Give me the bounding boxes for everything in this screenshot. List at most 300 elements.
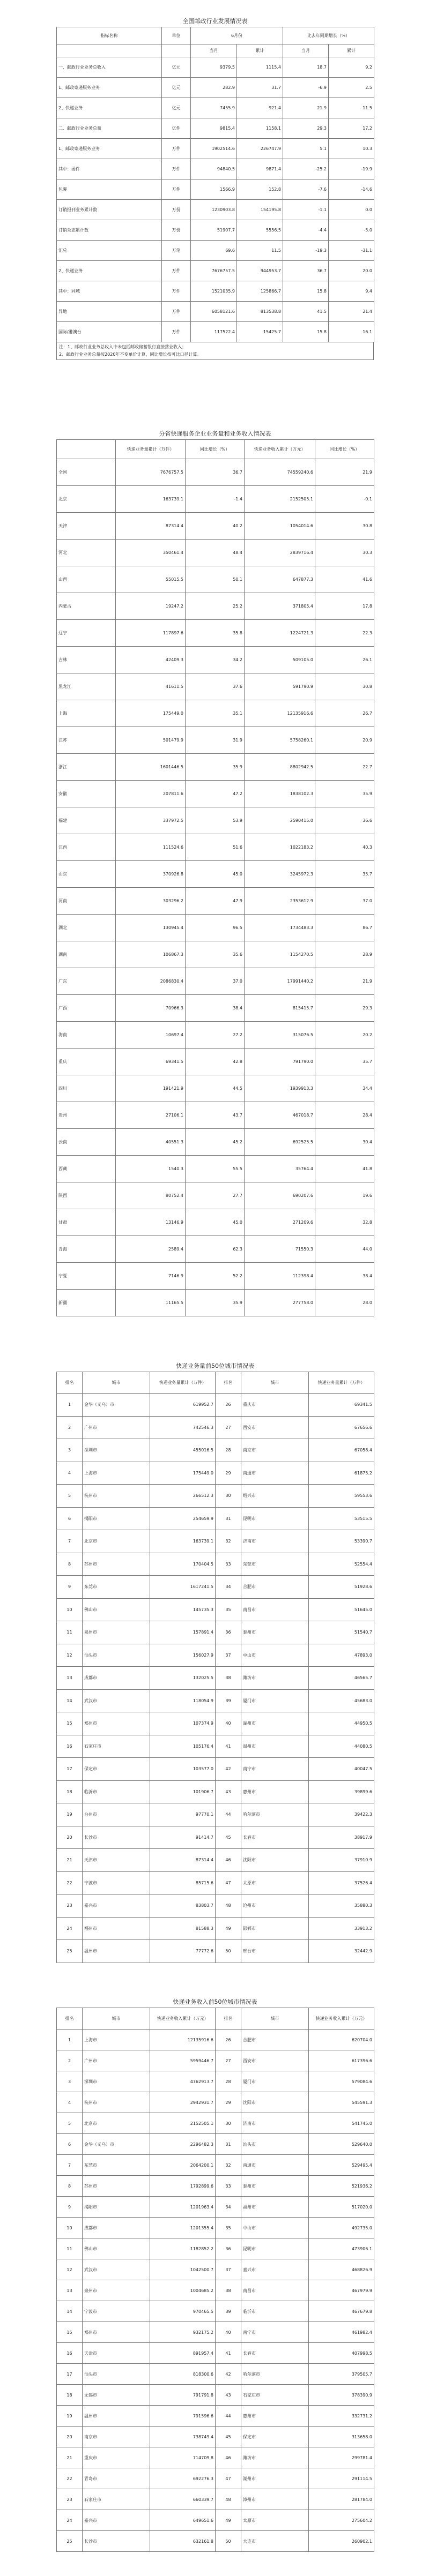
- table-row: [57, 1462, 374, 1485]
- table-cell: 22: [57, 2468, 83, 2489]
- table-cell: 温州市: [241, 1735, 309, 1758]
- table-cell: 19.6: [315, 1182, 374, 1209]
- table-cell: 太原市: [241, 2510, 309, 2531]
- table-cell: 南京市: [241, 1439, 309, 1462]
- table-cell: 5556.5: [237, 220, 283, 241]
- table-cell: 37910.9: [309, 1849, 374, 1872]
- table-cell: 38: [216, 2280, 241, 2301]
- table-row: [57, 2238, 374, 2259]
- table-row: [57, 861, 374, 888]
- table-cell: 41611.5: [116, 673, 186, 700]
- header-cell: 快递业务收入累计（万元）: [245, 440, 315, 459]
- city-revenue-table: [56, 2008, 374, 2552]
- table-cell: 石家庄市: [241, 2385, 309, 2406]
- table-cell: -1.4: [186, 486, 245, 513]
- table-cell: 103577.0: [150, 1758, 216, 1781]
- table-row: [57, 118, 374, 139]
- table-cell: 468826.9: [309, 2259, 374, 2280]
- table-cell: 长沙市: [83, 2531, 150, 2552]
- table-cell: 重庆市: [241, 1394, 309, 1417]
- table-cell: 50: [216, 1940, 241, 1963]
- table-cell: 492735.0: [309, 2218, 374, 2238]
- table-cell: 461982.4: [309, 2322, 374, 2343]
- section-postal-overview: [56, 16, 374, 360]
- table-cell: 83803.7: [150, 1894, 216, 1918]
- table-cell: 690207.6: [245, 1182, 315, 1209]
- table-cell: 20.0: [329, 261, 374, 281]
- table-cell: 12135916.6: [245, 700, 315, 727]
- header-cell: 排名: [57, 2008, 83, 2030]
- table-cell: 1、邮政寄递服务业务: [57, 139, 162, 159]
- header-cell: 当月: [191, 44, 237, 57]
- table-cell: 891957.4: [150, 2343, 216, 2364]
- table-row: [57, 2071, 374, 2092]
- table-cell: 9815.4: [191, 118, 237, 139]
- table-cell: 1115.4: [237, 57, 283, 78]
- table-cell: 37: [216, 1644, 241, 1667]
- table-cell: 22: [57, 1871, 83, 1894]
- table-cell: 260902.1: [309, 2531, 374, 2552]
- table-cell: -19.3: [283, 241, 329, 261]
- section-title: 分省快递服务企业业务量和业务收入情况表: [159, 430, 271, 437]
- table-cell: 万件: [162, 281, 191, 302]
- table-cell: 南宁市: [241, 2322, 309, 2343]
- table-row: [57, 995, 374, 1022]
- table-cell: 41: [216, 1735, 241, 1758]
- table-row: [57, 2385, 374, 2406]
- table-cell: 52554.4: [309, 1553, 374, 1576]
- table-cell: 9: [57, 1576, 83, 1599]
- table-row: [57, 1236, 374, 1263]
- table-cell: 青岛市: [83, 2468, 150, 2489]
- table-cell: 西安市: [241, 1416, 309, 1439]
- table-cell: 501479.9: [116, 727, 186, 754]
- table-cell: 广西: [57, 995, 116, 1022]
- table-cell: 47893.0: [309, 1644, 374, 1667]
- table-cell: 617396.6: [309, 2050, 374, 2071]
- table-cell: 35.9: [186, 754, 245, 781]
- table-cell: 太原市: [241, 1871, 309, 1894]
- table-cell: 509105.0: [245, 647, 315, 673]
- table-row: [57, 781, 374, 807]
- table-cell: 天津: [57, 513, 116, 540]
- header-cell: 快递业务量累计（万件）: [116, 440, 186, 459]
- table-row: [57, 1826, 374, 1849]
- table-cell: 35.9: [186, 1290, 245, 1316]
- table-cell: 2152505.1: [245, 486, 315, 513]
- table-cell: 江苏: [57, 727, 116, 754]
- table-cell: 632161.8: [150, 2531, 216, 2552]
- table-row: [57, 1075, 374, 1102]
- table-cell: 保定市: [83, 1758, 150, 1781]
- table-cell: 广州市: [83, 1416, 150, 1439]
- table-cell: 2942931.7: [150, 2092, 216, 2113]
- header-cell: 单位: [162, 27, 191, 44]
- table-row: [57, 1894, 374, 1918]
- table-cell: 105176.4: [150, 1735, 216, 1758]
- table-row: [57, 727, 374, 754]
- table-row: [57, 2197, 374, 2218]
- table-cell: 漳州市: [241, 2489, 309, 2510]
- table-cell: 25: [57, 1940, 83, 1963]
- table-cell: 南京市: [83, 2427, 150, 2447]
- table-cell: 云南: [57, 1129, 116, 1156]
- table-cell: 44080.5: [309, 1735, 374, 1758]
- table-cell: 无锡市: [83, 2385, 150, 2406]
- table-cell: 北京市: [83, 2113, 150, 2134]
- table-row: [57, 1780, 374, 1803]
- province-table: [56, 439, 374, 1316]
- table-cell: 2353612.9: [245, 888, 315, 915]
- table-cell: 武汉市: [83, 1689, 150, 1712]
- table-cell: 26.7: [315, 700, 374, 727]
- table-cell: 30: [216, 2113, 241, 2134]
- table-cell: 156027.9: [150, 1644, 216, 1667]
- table-cell: 嘉兴市: [241, 2259, 309, 2280]
- table-cell: 130945.4: [116, 915, 186, 941]
- table-cell: 1: [57, 1394, 83, 1417]
- table-cell: 4762913.7: [150, 2071, 216, 2092]
- table-cell: 上海: [57, 700, 116, 727]
- table-cell: 738749.4: [150, 2427, 216, 2447]
- table-cell: 亿元: [162, 78, 191, 98]
- table-cell: 315076.5: [245, 1022, 315, 1049]
- table-cell: 1042500.7: [150, 2259, 216, 2280]
- table-row: [57, 1940, 374, 1963]
- table-cell: 1838102.3: [245, 781, 315, 807]
- table-cell: 万件: [162, 302, 191, 322]
- table-cell: 87314.4: [116, 513, 186, 540]
- table-row: [57, 1598, 374, 1621]
- table-cell: 921.4: [237, 98, 283, 118]
- table-cell: 51645.0: [309, 1598, 374, 1621]
- table-cell: 10: [57, 1598, 83, 1621]
- table-cell: 620704.0: [309, 2030, 374, 2050]
- table-cell: 8: [57, 1553, 83, 1576]
- table-row: [57, 220, 374, 241]
- table-row: [57, 941, 374, 968]
- table-cell: 35.6: [186, 941, 245, 968]
- table-cell: 重庆市: [83, 2447, 150, 2468]
- table-row: [57, 1712, 374, 1735]
- table-row: [57, 1621, 374, 1644]
- header-cell: 当月: [283, 44, 329, 57]
- table-cell: 303296.2: [116, 888, 186, 915]
- table-cell: 亿元: [162, 57, 191, 78]
- table-row: [57, 566, 374, 593]
- table-cell: 20.2: [315, 1022, 374, 1049]
- table-cell: 邢台市: [241, 1940, 309, 1963]
- table-cell: 保定市: [241, 2427, 309, 2447]
- table-cell: 15.8: [283, 281, 329, 302]
- table-row: [57, 1530, 374, 1553]
- header-cell: 城市: [241, 2008, 309, 2030]
- table-cell: 南宁市: [241, 1758, 309, 1781]
- table-cell: 207811.6: [116, 781, 186, 807]
- table-cell: 2296482.3: [150, 2134, 216, 2155]
- table-cell: 汕头市: [83, 2364, 150, 2385]
- table-row: [57, 2343, 374, 2364]
- table-cell: 163739.1: [150, 1530, 216, 1553]
- table-cell: 湖州市: [241, 1712, 309, 1735]
- table-cell: 35.7: [315, 1049, 374, 1075]
- table-cell: 74559240.6: [245, 459, 315, 486]
- table-cell: 32: [216, 2155, 241, 2176]
- table-cell: 12: [57, 1644, 83, 1667]
- table-cell: 35.1: [186, 700, 245, 727]
- table-cell: 30: [216, 1485, 241, 1508]
- table-cell: 2086830.4: [116, 968, 186, 995]
- table-row: [57, 673, 374, 700]
- table-cell: 1540.3: [116, 1156, 186, 1182]
- table-cell: 沈阳市: [241, 2092, 309, 2113]
- table-header-row: [57, 1372, 374, 1394]
- table-cell: 四川: [57, 1075, 116, 1102]
- table-cell: 29.3: [283, 118, 329, 139]
- table-cell: 济南市: [241, 1530, 309, 1553]
- header-cell: 快递业务收入累计（万元）: [150, 2008, 216, 2030]
- table-cell: 35764.4: [245, 1156, 315, 1182]
- table-cell: 86.7: [315, 915, 374, 941]
- table-row: [57, 888, 374, 915]
- table-cell: 27: [216, 2050, 241, 2071]
- table-cell: 万件: [162, 139, 191, 159]
- table-cell: 揭阳市: [83, 1507, 150, 1530]
- table-cell: 55015.5: [116, 566, 186, 593]
- table-cell: 28.4: [315, 1102, 374, 1129]
- table-cell: 11.5: [237, 241, 283, 261]
- section-title: 快递业务量前50位城市情况表: [176, 1362, 254, 1369]
- section-city-volume: [56, 1361, 374, 1963]
- table-cell: 1224721.3: [245, 620, 315, 647]
- table-cell: 7146.9: [116, 1263, 186, 1290]
- table-cell: 42: [216, 2364, 241, 2385]
- table-cell: 1521035.9: [191, 281, 237, 302]
- table-cell: 30.3: [315, 540, 374, 566]
- table-cell: 467018.7: [245, 1102, 315, 1129]
- table-cell: 791791.8: [150, 2385, 216, 2406]
- table-row: [57, 1917, 374, 1940]
- table-cell: 39: [216, 1689, 241, 1712]
- table-cell: 379505.7: [309, 2364, 374, 2385]
- table-cell: 1201355.4: [150, 2218, 216, 2238]
- table-cell: -6.9: [283, 78, 329, 98]
- table-cell: 福建: [57, 807, 116, 834]
- section-city-revenue: [56, 1997, 374, 2552]
- table-cell: 长沙市: [83, 1826, 150, 1849]
- table-cell: 1182852.2: [150, 2238, 216, 2259]
- table-cell: 合肥市: [241, 1576, 309, 1599]
- table-cell: 378390.9: [309, 2385, 374, 2406]
- table-cell: 4: [57, 1462, 83, 1485]
- table-cell: 157891.4: [150, 1621, 216, 1644]
- table-cell: 692276.3: [150, 2468, 216, 2489]
- table-row: [57, 1394, 374, 1417]
- table-cell: 13146.9: [116, 1209, 186, 1236]
- table-cell: 27: [216, 1416, 241, 1439]
- table-cell: 154195.8: [237, 200, 283, 220]
- table-cell: 59553.6: [309, 1485, 374, 1508]
- table-cell: 48: [216, 1894, 241, 1918]
- header-cell: [57, 44, 162, 57]
- table-cell: 69.6: [191, 241, 237, 261]
- table-cell: 132025.5: [150, 1667, 216, 1690]
- table-cell: 万件: [162, 179, 191, 200]
- table-row: [57, 1263, 374, 1290]
- table-cell: -25.2: [283, 159, 329, 179]
- table-row: [57, 620, 374, 647]
- table-cell: 117897.6: [116, 620, 186, 647]
- table-cell: 深圳市: [83, 2071, 150, 2092]
- table-cell: 天津市: [83, 2343, 150, 2364]
- table-row: [57, 159, 374, 179]
- table-cell: 西安市: [241, 2050, 309, 2071]
- table-row: [57, 1507, 374, 1530]
- table-cell: 汇兑: [57, 241, 162, 261]
- table-cell: 1792899.6: [150, 2176, 216, 2197]
- table-cell: 绍兴市: [241, 1485, 309, 1508]
- table-cell: 94840.5: [191, 159, 237, 179]
- table-cell: 467679.8: [309, 2301, 374, 2322]
- table-cell: 1158.1: [237, 118, 283, 139]
- table-cell: -0.1: [315, 486, 374, 513]
- table-cell: 42409.3: [116, 647, 186, 673]
- header-cell: 比去年同期增长（%）: [283, 27, 374, 44]
- postal-overview-table: [56, 27, 374, 342]
- table-cell: 成都市: [83, 2218, 150, 2238]
- table-cell: 48: [216, 2489, 241, 2510]
- table-cell: 石家庄市: [83, 1735, 150, 1758]
- note-line: 2、邮政行业业务总量按2020年不变单价计算，同比增长按可比口径计算。: [59, 352, 202, 357]
- section-title: 全国邮政行业发展情况表: [182, 18, 248, 25]
- table-cell: 31.7: [237, 78, 283, 98]
- table-cell: 37: [216, 2259, 241, 2280]
- table-cell: -1.1: [283, 200, 329, 220]
- table-cell: 贵州: [57, 1102, 116, 1129]
- table-cell: 16.1: [329, 322, 374, 342]
- table-cell: 35: [216, 1598, 241, 1621]
- table-row: [57, 2134, 374, 2155]
- table-row: [57, 2468, 374, 2489]
- table-cell: 苏州市: [83, 1553, 150, 1576]
- table-cell: 广东: [57, 968, 116, 995]
- table-cell: 东莞市: [83, 2155, 150, 2176]
- table-cell: 临沂市: [241, 2301, 309, 2322]
- table-row: [57, 2030, 374, 2050]
- table-row: [57, 1689, 374, 1712]
- table-cell: 742546.3: [150, 1416, 216, 1439]
- table-cell: 34.4: [315, 1075, 374, 1102]
- table-cell: 沈阳市: [241, 1849, 309, 1872]
- table-cell: 3: [57, 2071, 83, 2092]
- table-cell: 异地: [57, 302, 162, 322]
- table-cell: 1154270.5: [245, 941, 315, 968]
- table-cell: 12135916.6: [150, 2030, 216, 2050]
- table-cell: 黑龙江: [57, 673, 116, 700]
- table-header-row: [57, 2008, 374, 2030]
- table-cell: 24: [57, 1917, 83, 1940]
- table-cell: 7676757.5: [116, 459, 186, 486]
- table-cell: 45: [216, 2427, 241, 2447]
- table-cell: 重庆: [57, 1049, 116, 1075]
- table-cell: 嘉兴市: [83, 2510, 150, 2531]
- table-cell: 山东: [57, 861, 116, 888]
- table-row: [57, 915, 374, 941]
- table-cell: 25.2: [186, 593, 245, 620]
- table-cell: 14: [57, 1689, 83, 1712]
- table-cell: 31.9: [186, 727, 245, 754]
- table-cell: 11: [57, 2238, 83, 2259]
- table-cell: 佛山市: [83, 2238, 150, 2259]
- note-line: 注：1、邮政行业业务总收入中未包括邮政储蓄银行直接营业收入；: [59, 345, 187, 349]
- table-row: [57, 1576, 374, 1599]
- table-cell: -5.0: [329, 220, 374, 241]
- table-cell: 北京: [57, 486, 116, 513]
- table-cell: 16: [57, 2343, 83, 2364]
- table-cell: 9.4: [329, 281, 374, 302]
- table-cell: 455016.5: [150, 1439, 216, 1462]
- table-cell: 成都市: [83, 1667, 150, 1690]
- table-cell: 77772.6: [150, 1940, 216, 1963]
- table-row: [57, 1209, 374, 1236]
- section-title: 快递业务收入前50位城市情况表: [173, 1998, 257, 2005]
- table-cell: 34.2: [186, 647, 245, 673]
- table-cell: 32.8: [315, 1209, 374, 1236]
- table-cell: 1022183.2: [245, 834, 315, 861]
- table-cell: 541745.0: [309, 2113, 374, 2134]
- table-cell: 3245972.3: [245, 861, 315, 888]
- table-cell: 791596.6: [150, 2406, 216, 2427]
- table-cell: 42.8: [186, 1049, 245, 1075]
- table-cell: 81588.3: [150, 1917, 216, 1940]
- table-cell: 36.7: [186, 459, 245, 486]
- table-cell: 天津市: [83, 1849, 150, 1872]
- table-cell: 上海市: [83, 2030, 150, 2050]
- table-cell: 海南: [57, 1022, 116, 1049]
- table-subheader-row: [57, 44, 374, 57]
- table-cell: 191421.9: [116, 1075, 186, 1102]
- table-cell: 170404.5: [150, 1553, 216, 1576]
- table-cell: 泰州市: [241, 1621, 309, 1644]
- table-cell: 40.3: [315, 834, 374, 861]
- table-cell: 27106.1: [116, 1102, 186, 1129]
- table-row: [57, 1871, 374, 1894]
- table-cell: 91414.7: [150, 1826, 216, 1849]
- table-row: [57, 2113, 374, 2134]
- table-cell: 791790.0: [245, 1049, 315, 1075]
- table-cell: 亿件: [162, 118, 191, 139]
- table-row: [57, 1644, 374, 1667]
- table-row: [57, 2176, 374, 2197]
- table-cell: 112398.4: [245, 1263, 315, 1290]
- table-row: [57, 1156, 374, 1182]
- table-cell: 24: [57, 2510, 83, 2531]
- table-cell: 郑州市: [83, 2322, 150, 2343]
- table-cell: 万份: [162, 220, 191, 241]
- table-cell: 20: [57, 1826, 83, 1849]
- table-cell: 15: [57, 2322, 83, 2343]
- table-cell: 69341.5: [116, 1049, 186, 1075]
- table-cell: 50: [216, 2531, 241, 2552]
- table-cell: 19: [57, 2406, 83, 2427]
- table-cell: 1004685.2: [150, 2280, 216, 2301]
- table-cell: 郑州市: [83, 1712, 150, 1735]
- table-cell: 35880.3: [309, 1894, 374, 1918]
- table-cell: 惠州市: [241, 2406, 309, 2427]
- table-cell: 湖北: [57, 915, 116, 941]
- table-cell: 591790.9: [245, 673, 315, 700]
- table-cell: 2: [57, 2050, 83, 2071]
